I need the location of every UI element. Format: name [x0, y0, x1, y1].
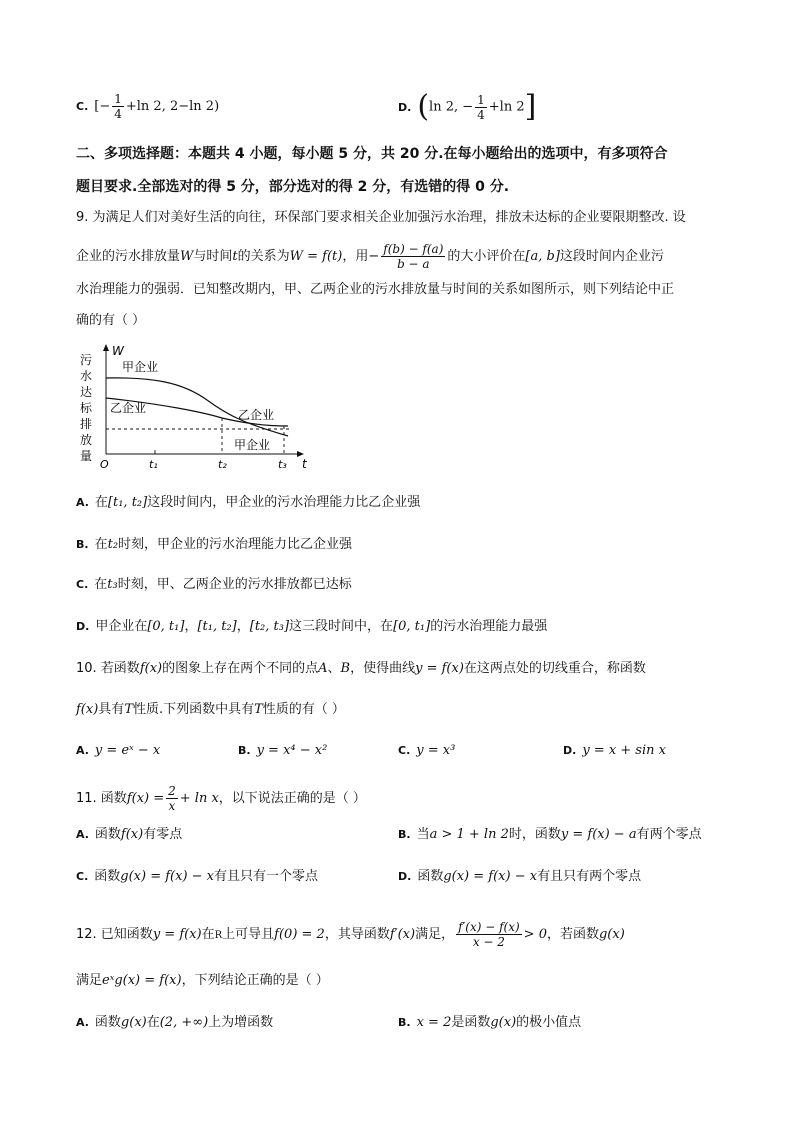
text: 在	[94, 577, 108, 592]
text: 满足，	[415, 927, 455, 942]
text: 函数	[94, 1015, 121, 1030]
math: y = eˣ − x	[94, 743, 161, 758]
text: 函数	[94, 827, 121, 842]
q9-option-a	[76, 494, 420, 512]
y-axis-char: 标	[80, 401, 93, 415]
q9-stem-line1: 9. 为满足人们对美好生活的向往，环保部门要求相关企业加强污水治理，排放未达标的企业要限期整改. 设	[76, 210, 686, 225]
option-label: B.	[398, 828, 411, 841]
fraction	[112, 92, 124, 121]
text: ，	[184, 619, 198, 634]
math: f(0) = 2	[274, 927, 325, 942]
math: [0, t₁]	[393, 619, 431, 634]
paren-open: (	[417, 89, 430, 124]
option-label: D.	[563, 744, 577, 757]
q11-option-a	[76, 826, 182, 844]
math: y = x⁴ − x²	[256, 743, 328, 758]
option-label: B.	[238, 744, 251, 757]
option-label: C.	[398, 744, 411, 757]
text: 函数	[417, 869, 444, 884]
text: 的关系为	[237, 249, 290, 264]
text: ，以下说法正确的是（ ）	[218, 791, 366, 806]
text: 在	[94, 495, 108, 510]
text: 企业的污水排放量	[76, 249, 181, 264]
bracket-close: ]	[524, 89, 537, 124]
option-label: C.	[76, 578, 89, 591]
frac-num: 1	[477, 92, 485, 107]
math: x = 2	[416, 1015, 452, 1030]
text: 11. 函数	[76, 791, 127, 806]
q11-option-d	[398, 868, 641, 886]
math: f′(x)	[389, 927, 416, 942]
math: + ln x	[179, 791, 219, 806]
option-label: A.	[76, 496, 89, 509]
text: 具有	[98, 702, 125, 717]
label-yi-right: 乙企业	[238, 408, 275, 422]
text: 的污水治理能力最强	[430, 619, 548, 634]
y-axis-char: 排	[80, 417, 93, 431]
y-axis-arrow	[103, 344, 109, 351]
y-axis-char: 水	[80, 369, 93, 383]
math: y = x + sin x	[582, 743, 666, 758]
text: 在	[94, 537, 108, 552]
text: 时刻，甲、乙两企业的污水排放都已达标	[117, 577, 352, 592]
math: W	[180, 249, 194, 264]
y-axis-char: 量	[80, 449, 93, 463]
text: 性质的有（ ）	[262, 702, 345, 717]
q9-option-c	[76, 576, 352, 594]
label-jia-bottom: 甲企业	[234, 438, 271, 452]
text: 时刻，甲企业的污水治理能力比乙企业强	[118, 537, 353, 552]
text: 上为增函数	[208, 1015, 274, 1030]
section-heading-line1: 二、多项选择题：本题共 4 小题，每小题 5 分，共 20 分.在每小题给出的选项中，有多项符合	[76, 146, 668, 162]
math: g(x)	[598, 927, 625, 942]
q12-stem-line2	[76, 972, 329, 990]
tick-label-t3: t₃	[278, 458, 287, 471]
math: f(x)	[120, 827, 144, 842]
expr-part: +ln 2	[488, 99, 525, 115]
y-axis-char: 放	[80, 433, 93, 447]
text: 在	[201, 927, 215, 942]
q11-option-b	[398, 826, 702, 844]
math: > 0	[523, 927, 547, 942]
q12-option-b	[398, 1014, 581, 1032]
text: 时，函数	[508, 827, 561, 842]
math: [t₁, t₂]	[107, 495, 148, 510]
frac-num: 1	[114, 92, 122, 106]
text: 这段时间内，甲企业的污水治理能力比乙企业强	[147, 495, 421, 510]
section-heading-line2: 题目要求.全部选对的得 5 分，部分选对的得 2 分，有选错的得 0 分.	[76, 179, 510, 195]
q10-option-c	[398, 742, 455, 760]
math: eˣg(x) = f(x)	[102, 973, 182, 988]
q12-stem-line1	[76, 920, 625, 949]
text: ，其导函数	[324, 927, 390, 942]
option-label: A.	[76, 828, 89, 841]
math: W = f(t)	[289, 249, 343, 264]
text: 10. 若函数	[76, 661, 140, 676]
q9-stem-line4: 确的有（ ）	[76, 313, 146, 328]
text: ，	[236, 619, 250, 634]
q9-option-d	[76, 618, 547, 636]
text: 有且只有一个零点	[214, 869, 319, 884]
math: a > 1 + ln 2	[429, 827, 509, 842]
q10-stem-line1	[76, 660, 646, 678]
option-label: B.	[76, 538, 89, 551]
text: 甲企业在	[95, 619, 148, 634]
q10-option-b	[238, 742, 327, 760]
fraction	[456, 920, 522, 949]
text: 性质.下列函数中具有	[132, 702, 255, 717]
math: t₂	[107, 537, 119, 552]
frac-num: f′(x) − f(x)	[458, 920, 520, 934]
fraction	[475, 93, 487, 122]
text: 、	[327, 661, 341, 676]
math: T	[124, 702, 133, 717]
math: g(x) = f(x) − x	[443, 869, 538, 884]
frac-num: f(b) − f(a)	[383, 242, 444, 256]
text: 的极小值点	[516, 1015, 582, 1030]
math: g(x)	[120, 1015, 147, 1030]
frac-den: 4	[114, 107, 122, 121]
text: 的图象上存在两个不同的点	[162, 661, 319, 676]
expr-part: +ln 2, 2−ln 2)	[125, 99, 220, 114]
q9-stem-line2	[76, 242, 664, 271]
math: y = x³	[416, 743, 456, 758]
math: f(x)	[139, 661, 163, 676]
fraction	[166, 784, 178, 813]
text: 函数	[94, 869, 121, 884]
text: 与时间	[193, 249, 233, 264]
frac-den: 4	[477, 107, 485, 122]
text: ，用−	[342, 249, 380, 264]
math: [0, t₁]	[147, 619, 185, 634]
q11-option-c	[76, 868, 318, 886]
origin-label: O	[100, 458, 109, 471]
math: y = f(x)	[152, 927, 202, 942]
q12-option-a	[76, 1014, 273, 1032]
option-label: A.	[76, 1016, 89, 1029]
math: g(x) = f(x) − x	[120, 869, 215, 884]
q8-option-d	[398, 89, 537, 124]
emission-figure	[72, 342, 312, 472]
tick-label-t2: t₂	[218, 458, 227, 471]
math: (2, +∞)	[159, 1015, 209, 1030]
q9-option-b	[76, 536, 352, 554]
text: ，若函数	[546, 927, 599, 942]
option-label: D.	[398, 100, 412, 114]
math: f(x) =	[126, 791, 165, 806]
y-axis-label: W	[112, 344, 124, 358]
text: 是函数	[451, 1015, 491, 1030]
expr-part: [−	[94, 99, 111, 114]
expr-part: ln 2, −	[429, 99, 474, 115]
math: y = f(x)	[415, 661, 464, 676]
q11-stem	[76, 784, 366, 813]
frac-den: x − 2	[472, 935, 505, 949]
text: 这三段时间中，在	[289, 619, 394, 634]
text: 在这两点处的切线重合，称函数	[463, 661, 646, 676]
y-axis-char: 污	[80, 353, 93, 367]
math: y = f(x) − a	[560, 827, 637, 842]
option-label: C.	[76, 100, 89, 113]
option-label: D.	[398, 870, 412, 883]
option-label: D.	[76, 620, 90, 633]
text: 有两个零点	[636, 827, 702, 842]
text: 在	[146, 1015, 160, 1030]
math: [t₁, t₂]	[197, 619, 237, 634]
math: T	[254, 702, 263, 717]
frac-den: x	[168, 799, 176, 813]
math: [t₂, t₃]	[249, 619, 290, 634]
math: B	[340, 661, 351, 676]
q10-option-a	[76, 742, 160, 760]
math: R	[214, 930, 223, 941]
q10-stem-line2	[76, 701, 345, 719]
text: ，下列结论正确的是（ ）	[181, 973, 329, 988]
label-jia-top: 甲企业	[122, 360, 159, 374]
label-yi-left: 乙企业	[110, 401, 147, 415]
option-label: A.	[76, 744, 89, 757]
q10-option-d	[563, 742, 666, 760]
q9-stem-line3: 水治理能力的强弱．已知整改期内，甲、乙两企业的污水排放量与时间的关系如图所示，则下列结论中正	[76, 282, 675, 297]
math: A	[318, 661, 328, 676]
math: t₃	[107, 577, 118, 592]
fraction	[381, 242, 445, 271]
text: 上可导且	[222, 927, 275, 942]
y-axis-char: 达	[80, 385, 93, 399]
option-label: B.	[398, 1016, 411, 1029]
math: g(x)	[490, 1015, 517, 1030]
x-axis-label: t	[302, 457, 307, 471]
text: 这段时间内企业污	[559, 249, 664, 264]
text: 有零点	[143, 827, 183, 842]
tick-label-t1: t₁	[149, 458, 158, 471]
math: [a, b]	[525, 249, 560, 264]
q8-option-c	[76, 92, 219, 121]
text: ，使得曲线	[350, 661, 416, 676]
text: 12. 已知函数	[76, 927, 153, 942]
text: 满足	[76, 973, 103, 988]
text: 当	[416, 827, 430, 842]
text: 的大小评价在	[447, 249, 526, 264]
math: t	[232, 249, 238, 264]
frac-num: 2	[168, 784, 176, 798]
text: 有且只有两个零点	[537, 869, 642, 884]
frac-den: b − a	[397, 257, 430, 271]
option-label: C.	[76, 870, 89, 883]
math: f(x)	[76, 702, 99, 717]
